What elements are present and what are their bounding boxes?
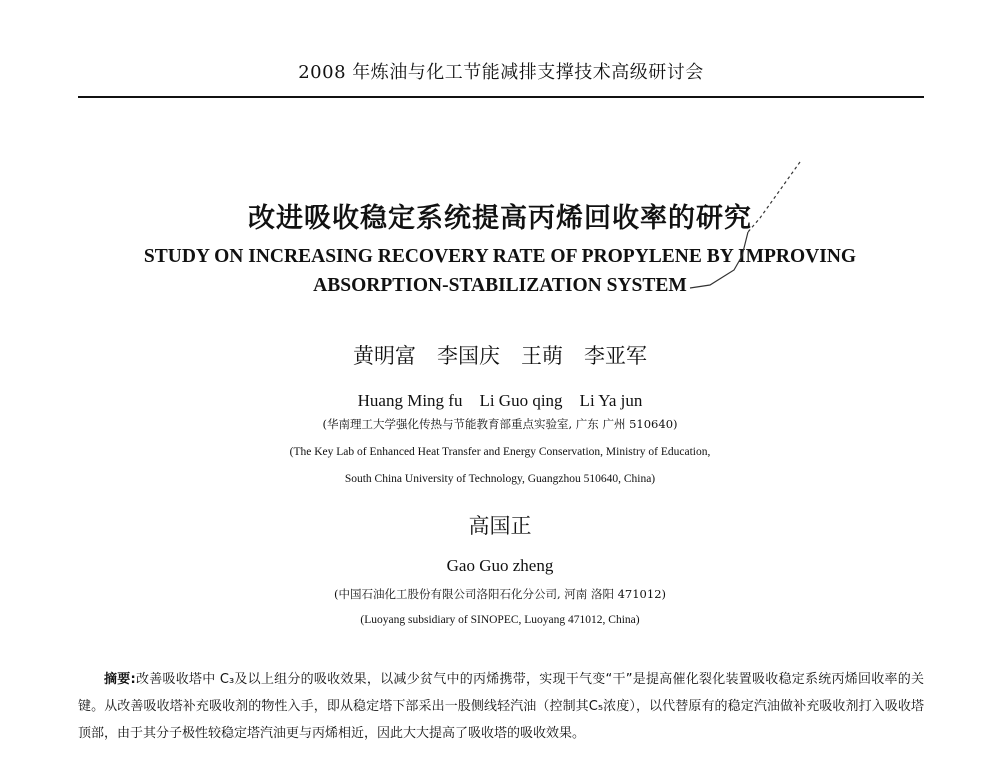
affiliation-english-line1: (The Key Lab of Enhanced Heat Transfer and Energy Conservation, Ministry of Education, xyxy=(289,446,711,458)
handwritten-mark xyxy=(660,160,820,300)
second-affiliation-english: (Luoyang subsidiary of SINOPEC, Luoyang 471012, China) xyxy=(360,614,640,626)
abstract-label: 摘要: xyxy=(104,672,136,687)
title-chinese: 改进吸收稳定系统提高丙烯回收率的研究 xyxy=(248,203,752,234)
abstract xyxy=(78,666,924,747)
affiliation-english-line2: South China University of Technology, Guangzhou 510640, China) xyxy=(344,473,656,485)
title-english-line2: ABSORPTION-STABILIZATION SYSTEM xyxy=(313,275,687,296)
conference-header: 2008 年炼油与化工节能减排支撑技术高级研讨会 xyxy=(298,62,704,83)
second-author-english: Gao Guo zheng xyxy=(446,556,554,575)
affiliation-chinese: (华南理工大学强化传热与节能教育部重点实验室, 广东 广州 510640) xyxy=(322,417,678,431)
title-english-line1: STUDY ON INCREASING RECOVERY RATE OF PROPYLENE BY IMPROVING xyxy=(143,246,857,267)
second-author-chinese: 高国正 xyxy=(468,514,532,538)
abstract-text: 改善吸收塔中 C₃及以上组分的吸收效果，以减少贫气中的丙烯携带，实现干气变“干”是提高催化裂化装置吸收稳定系统丙烯回收率的关键。从改善吸收塔补充吸收剂的物性入手，即从稳定塔下部采出一股侧线轻汽油（控制其C₅浓度），以代替原有的稳定汽油做补充吸收剂打入吸收塔顶部，由于其分子极性较稳定塔汽油更与丙烯相近，因此大大提高了吸收塔的吸收效果。 xyxy=(78,672,924,741)
second-affiliation-chinese: (中国石油化工股份有限公司洛阳石化分公司, 河南 洛阳 471012) xyxy=(334,587,666,601)
authors-english: Huang Ming fu Li Guo qing Li Ya jun xyxy=(357,391,643,410)
header-rule xyxy=(78,96,924,98)
authors-chinese: 黄明富 李国庆 王萌 李亚军 xyxy=(353,344,647,368)
